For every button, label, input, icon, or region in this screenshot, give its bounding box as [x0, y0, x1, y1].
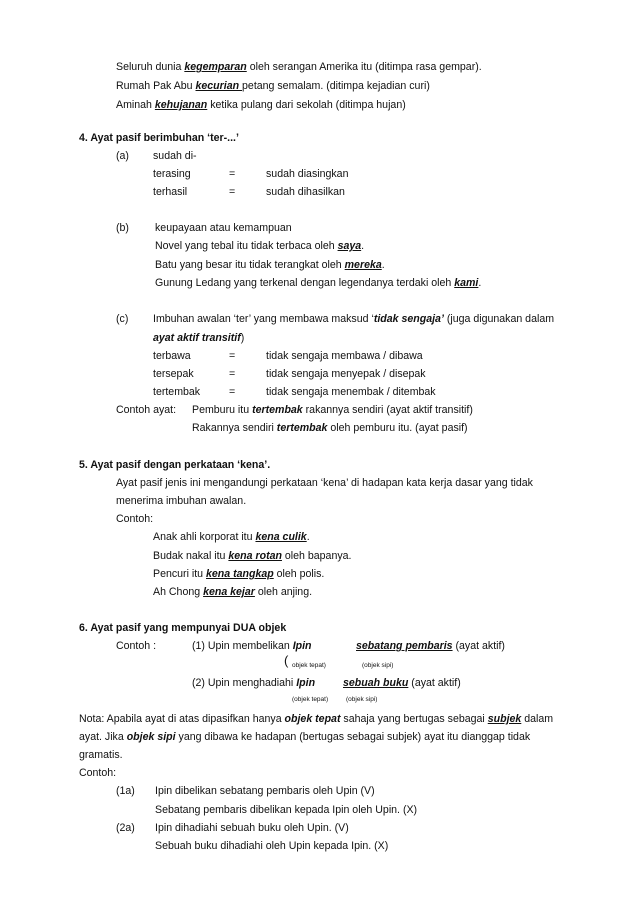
emphasis-word: tertembak [252, 404, 303, 416]
item-c-label: (c) [116, 313, 129, 325]
emphasis-word: tidak sengaja’ [373, 313, 444, 325]
emphasis-word: saya [337, 240, 362, 252]
emphasis-word: objek sipi [126, 731, 176, 743]
objek-sipi-word: sebatang pembaris [356, 640, 453, 652]
section-4-heading: 4. Ayat pasif berimbuhan ‘ter-...’ [79, 132, 239, 144]
kena-example: Anak ahli korporat itu kena culik. [153, 531, 310, 543]
nota-paragraph-end: gramatis. [79, 749, 123, 761]
contoh-ayat-label: Contoh ayat: [116, 404, 177, 416]
contoh-ayat-example: Rakannya sendiri tertembak oleh pemburu itu. (ayat pasif) [192, 422, 468, 434]
example-1a-label: (1a) [116, 785, 135, 797]
kena-example: Budak nakal itu kena rotan oleh bapanya. [153, 550, 352, 562]
item-b-example: Gunung Ledang yang terkenal dengan legendanya terdaki oleh kami. [155, 277, 482, 289]
emphasis-word: objek tepat [284, 713, 341, 725]
emphasis-word: kecurian [195, 80, 243, 92]
emphasis-word: kena rotan [228, 550, 282, 562]
equals-sign: = [229, 186, 236, 198]
kena-example: Ah Chong kena kejar oleh anjing. [153, 586, 313, 598]
emphasis-word: kegemparan [184, 61, 247, 73]
dua-objek-example-2-sipi: sebuah buku (ayat aktif) [343, 677, 461, 689]
item-a-meaning: sudah dihasilkan [266, 186, 345, 198]
section-6-heading: 6. Ayat pasif yang mempunyai DUA objek [79, 622, 287, 634]
emphasis-word: kehujanan [154, 99, 208, 111]
equals-sign: = [229, 368, 236, 380]
dua-objek-example-1-sipi: sebatang pembaris (ayat aktif) [356, 640, 505, 652]
item-c-meaning: tidak sengaja membawa / dibawa [266, 350, 423, 362]
item-b-example: Batu yang besar itu tidak terangkat oleh mereka. [155, 259, 385, 271]
example-1a-correct: Ipin dibelikan sebatang pembaris oleh Upin (V) [155, 785, 375, 797]
bracket-paren: ( [284, 653, 289, 668]
emphasis-word: kena kejar [203, 586, 255, 598]
item-c-word: terbawa [153, 350, 191, 362]
kena-example: Pencuri itu kena tangkap oleh polis. [153, 568, 325, 580]
item-a-intro: sudah di- [153, 150, 197, 162]
item-c-word: tersepak [153, 368, 194, 380]
emphasis-word: kami [454, 277, 479, 289]
example-2a-label: (2a) [116, 822, 135, 834]
example-1a-incorrect: Sebatang pembaris dibelikan kepada Ipin oleh Upin. (X) [155, 804, 418, 816]
objek-tepat-tag: objek tepat) [292, 662, 326, 669]
equals-sign: = [229, 350, 236, 362]
item-a-word: terhasil [153, 186, 188, 198]
item-b-example: Novel yang tebal itu tidak terbaca oleh saya. [155, 240, 365, 252]
item-a-word: terasing [153, 168, 191, 180]
section-5-paragraph: Ayat pasif jenis ini mengandungi perkataan ‘kena’ di hadapan kata kerja dasar yang tidak [116, 477, 533, 489]
dua-objek-example-1: (1) Upin membelikan Ipin [192, 640, 312, 652]
emphasis-word: kena tangkap [206, 568, 274, 580]
objek-sipi-tag: (objek sipi) [346, 696, 378, 703]
objek-sipi-word: sebuah buku [343, 677, 409, 689]
equals-sign: = [229, 168, 236, 180]
nota-paragraph-cont: ayat. Jika objek sipi yang dibawa ke hadapan (bertugas sebagai subjek) ayat itu dianggap tidak [79, 731, 531, 743]
item-c-word: tertembak [153, 386, 201, 398]
emphasis-word: subjek [487, 713, 522, 725]
item-b-label: (b) [116, 222, 129, 234]
contoh-label: Contoh: [79, 767, 117, 779]
example-kecurian: Rumah Pak Abu kecurian petang semalam. (ditimpa kejadian curi) [116, 80, 430, 92]
objek-tepat-word: Ipin [296, 677, 316, 689]
example-kehujanan: Aminah kehujanan ketika pulang dari sekolah (ditimpa hujan) [116, 99, 406, 111]
example-2a-correct: Ipin dihadiahi sebuah buku oleh Upin. (V) [155, 822, 349, 834]
item-b-intro: keupayaan atau kemampuan [155, 222, 292, 234]
equals-sign: = [229, 386, 236, 398]
item-c-meaning: tidak sengaja menembak / ditembak [266, 386, 436, 398]
contoh-ayat-example: Pemburu itu tertembak rakannya sendiri (ayat aktif transitif) [192, 404, 473, 416]
contoh-label: Contoh: [116, 513, 154, 525]
objek-sipi-tag: (objek sipi) [362, 662, 394, 669]
emphasis-word: tertembak [276, 422, 328, 434]
item-c-description: Imbuhan awalan ‘ter’ yang membawa maksud ‘tidak sengaja’ (juga digunakan dalam [153, 313, 555, 325]
dua-objek-example-2: (2) Upin menghadiahi Ipin [192, 677, 316, 689]
contoh-label: Contoh : [116, 640, 157, 652]
item-c-description-cont: ayat aktif transitif) [153, 332, 245, 344]
section-5-heading: 5. Ayat pasif dengan perkataan ‘kena’. [79, 459, 271, 471]
item-a-meaning: sudah diasingkan [266, 168, 349, 180]
nota-paragraph: Nota: Apabila ayat di atas dipasifkan hanya objek tepat sahaja yang bertugas sebagai subjek dalam [79, 713, 554, 725]
emphasis-word: kena culik [255, 531, 307, 543]
example-2a-incorrect: Sebuah buku dihadiahi oleh Upin kepada Ipin. (X) [155, 840, 389, 852]
objek-tepat-word: Ipin [292, 640, 312, 652]
emphasis-word: mereka [344, 259, 382, 271]
section-5-paragraph-cont: menerima imbuhan awalan. [116, 495, 247, 507]
item-c-meaning: tidak sengaja menyepak / disepak [266, 368, 426, 380]
emphasis-word: ayat aktif transitif [153, 332, 241, 344]
example-kegemparan: Seluruh dunia kegemparan oleh serangan Amerika itu (ditimpa rasa gempar). [116, 61, 482, 73]
item-a-label: (a) [116, 150, 129, 162]
objek-tepat-tag: (objek tepat) [292, 696, 329, 703]
